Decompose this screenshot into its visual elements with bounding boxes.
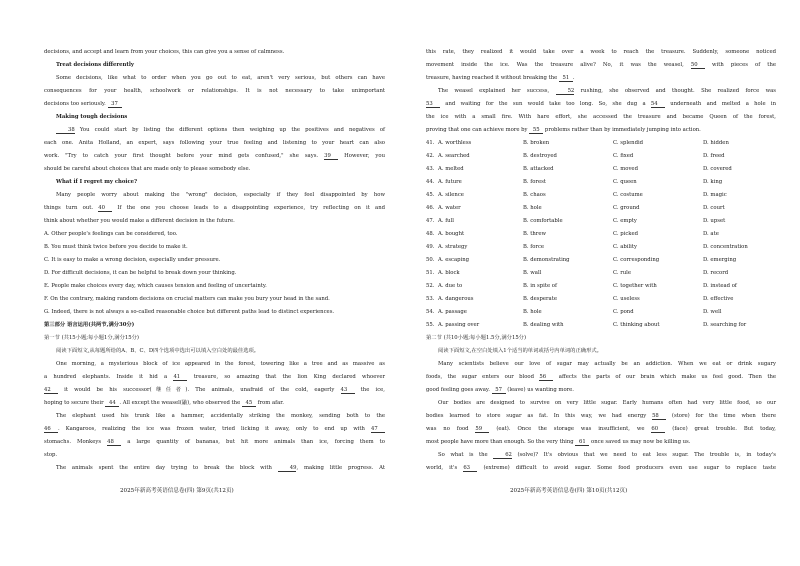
text-line: 第一节 (共15小题;每小题1分,满分15分)	[44, 335, 139, 341]
question-number: 47.	[426, 218, 435, 224]
text-line: 53 and waiting for the sun would take too long. So, she dug a 54 underneath and melted a hole in	[426, 101, 776, 107]
text-line: 阅读下面短文,在空白处填入1个适当的单词或括号内单词的正确形式。	[438, 348, 602, 354]
text-line: C. It is easy to make a wrong decision, especially under pressure.	[44, 257, 221, 263]
option-a: A. passage	[438, 309, 467, 315]
option-a: A. future	[438, 179, 462, 185]
option-d: D. king	[703, 179, 723, 185]
option-a: A. water	[438, 205, 461, 211]
text-line: Many people worry about making the "wrong" decision, especially if they feel disappointed by how	[56, 192, 385, 198]
text-line: D. For difficult decisions, it can be helpful to break down your thinking.	[44, 270, 237, 276]
text-line: stomachs. Monkeys 48 a large quantity of bananas, but hit more animals than ice, forcing them to	[44, 439, 385, 445]
text-line: Some decisions, like what to order when you go out to eat, aren't very serious, but others can have	[56, 75, 385, 81]
option-b: B. broken	[523, 140, 550, 146]
question-number: 42.	[426, 153, 435, 159]
text-line: good feeling goes away. 57 (leave) us wanting more.	[426, 387, 574, 393]
option-d: D. magic	[703, 192, 727, 198]
option-d: D. freed	[703, 153, 725, 159]
answer-blank: 55	[529, 127, 543, 134]
option-b: B. in spite of	[523, 283, 557, 289]
option-b: B. hole	[523, 205, 542, 211]
answer-blank: 49	[278, 465, 297, 472]
option-c: C. corresponding	[613, 257, 660, 263]
option-d: D. court	[703, 205, 725, 211]
option-a: A. melted	[438, 166, 464, 172]
option-d: D. concentration	[703, 244, 748, 250]
text-line: F. On the contrary, making random decisions on crucial matters can make you bury your head in the sand.	[44, 296, 330, 302]
option-a: A. passing over	[438, 322, 480, 328]
option-d: D. effective	[703, 296, 734, 302]
answer-blank: 37	[108, 101, 122, 108]
question-number: 46.	[426, 205, 435, 211]
left-page-footer: 2025年新高考英语信息卷(四) 第9页(共12页)	[120, 488, 234, 494]
option-c: C. pond	[613, 309, 634, 315]
question-number: 54.	[426, 309, 435, 315]
question-number: 41.	[426, 140, 435, 146]
answer-blank: 48	[107, 439, 121, 446]
question-number: 45.	[426, 192, 435, 198]
text-line: hoping to secure their 44 . All except the weasel(鼬), who observed the 45 from afar.	[44, 400, 284, 406]
text-line: was no food 59 (eat). Once the storage was insufficient, we 60 (face) great trouble. But today,	[426, 426, 776, 432]
option-b: B. chaos	[523, 192, 546, 198]
answer-blank: 46	[44, 426, 58, 433]
right-page	[400, 0, 800, 566]
option-b: B. threw	[523, 231, 547, 237]
section-heading: What if I regret my choice?	[56, 179, 138, 185]
answer-blank: 42	[44, 387, 58, 394]
option-d: D. emerging	[703, 257, 737, 263]
option-c: C. useless	[613, 296, 640, 302]
option-b: B. comfortable	[523, 218, 563, 224]
answer-blank: 40	[98, 205, 112, 212]
option-a: A. block	[438, 270, 460, 276]
answer-blank: 62	[493, 452, 512, 459]
answer-blank: 38	[56, 127, 75, 134]
option-b: B. hole	[523, 309, 542, 315]
text-line: 第二节 (共10小题;每小题1.5分,满分15分)	[426, 335, 527, 341]
option-a: A. full	[438, 218, 454, 224]
answer-blank: 54	[651, 101, 665, 108]
text-line: each one. Anita Holland, an expert, says following your true feeling and listening to your heart can also	[44, 140, 385, 146]
text-line: G. Indeed, there is not always a so-called reasonable choice but different paths lead to distinct experiences.	[44, 309, 335, 315]
option-c: C. together with	[613, 283, 657, 289]
option-d: D. record	[703, 270, 729, 276]
question-number: 51.	[426, 270, 435, 276]
answer-blank: 39	[324, 153, 338, 160]
option-c: C. empty	[613, 218, 637, 224]
section-heading: Making tough decisions	[56, 114, 128, 120]
answer-blank: 51	[559, 75, 573, 82]
text-line: stop.	[44, 452, 58, 458]
option-c: C. ground	[613, 205, 640, 211]
option-a: A. strategy	[438, 244, 468, 250]
text-line: the ice with a small fire. With hare effort, she accessed the treasure and became Queen of the forest,	[426, 114, 776, 120]
text-line: One morning, a mysterious block of ice appeared in the forest, towering like a tree and as massive as	[56, 361, 385, 367]
answer-blank: 61	[575, 439, 589, 446]
question-number: 44.	[426, 179, 435, 185]
option-c: C. rule	[613, 270, 632, 276]
option-c: C. queen	[613, 179, 637, 185]
option-a: A. bought	[438, 231, 465, 237]
question-number: 53.	[426, 296, 435, 302]
option-b: B. destroyed	[523, 153, 557, 159]
option-a: A. dangerous	[438, 296, 474, 302]
text-line: consequences for your health, schoolwork or relationships. It is not necessary to take unimportant	[44, 88, 385, 94]
text-line: B. You must think twice before you decide to make it.	[44, 244, 188, 250]
answer-blank: 41	[173, 374, 187, 381]
option-d: D. upset	[703, 218, 726, 224]
text-line: Our bodies are designed to survive on very little sugar. Early humans often had very little food, so our	[438, 400, 776, 406]
answer-blank: 56	[539, 374, 553, 381]
text-line: things turn out. 40 If the one you choose leads to a disappointing experience, try reflecting on it and	[44, 205, 385, 211]
text-line: E. People make choices every day, which causes tension and feeling of uncertainty.	[44, 283, 267, 289]
answer-blank: 53	[426, 101, 440, 108]
text-line: treasure, having reached it without breaking the 51 .	[426, 75, 575, 81]
section-heading: Treat decisions differently	[56, 62, 134, 68]
option-b: B. force	[523, 244, 545, 250]
text-line: proving that one can achieve more by 55 problems rather than by immediately jumping into action.	[426, 127, 701, 133]
option-b: B. desperate	[523, 296, 557, 302]
answer-blank: 59	[475, 426, 489, 433]
option-d: D. ate	[703, 231, 719, 237]
text-line: foods, the sugar enters our blood 56 affects the parts of our brain which make us feel good. Then the	[426, 374, 777, 380]
text-line: world, it's 63 (extreme) difficult to avoid sugar. Some food producers even use sugar to replace taste	[426, 465, 777, 471]
option-b: B. attacked	[523, 166, 554, 172]
answer-blank: 58	[652, 413, 666, 420]
answer-blank: 57	[492, 387, 506, 394]
option-c: C. moved	[613, 166, 638, 172]
answer-blank: 45	[242, 400, 256, 407]
answer-blank: 43	[341, 387, 355, 394]
text-line: this rate, they realized it would take over a week to reach the treasure. Suddenly, someone noticed	[426, 49, 776, 55]
answer-blank: 63	[463, 465, 477, 472]
option-d: D. well	[703, 309, 722, 315]
option-a: A. escaping	[438, 257, 470, 263]
option-c: C. costume	[613, 192, 643, 198]
option-c: C. thinking about	[613, 322, 660, 328]
option-b: B. forest	[523, 179, 546, 185]
text-line: So what is the 62 (solve)? It's obvious that we need to eat less sugar. The trouble is, in today's	[438, 452, 776, 458]
option-b: B. wall	[523, 270, 542, 276]
text-line: 阅读下面短文,从每题所给的A、B、C、D四个选项中选出可以填入空白处的最佳选项。	[56, 348, 260, 354]
option-c: C. ability	[613, 244, 637, 250]
question-number: 50.	[426, 257, 435, 263]
question-number: 48.	[426, 231, 435, 237]
answer-blank: 60	[651, 426, 665, 433]
question-number: 55.	[426, 322, 435, 328]
text-line: 42 it would be his successor(继任者). The animals, unafraid of the cold, eagerly 43 the ice,	[44, 387, 385, 393]
question-number: 52.	[426, 283, 435, 289]
option-a: A. searched	[438, 153, 470, 159]
text-line: 38 You could start by listing the different options then weighing up the positives and negatives of	[44, 127, 385, 134]
question-number: 49.	[426, 244, 435, 250]
text-line: decisions too seriously. 37	[44, 101, 122, 108]
text-line: a hundred elephants. Inside it hid a 41 treasure, so amazing that the lion King declared whoever	[44, 374, 385, 380]
option-c: C. splendid	[613, 140, 644, 146]
text-line: Many scientists believe our love of sugar may actually be an addiction. When we eat or drink sugary	[438, 361, 776, 367]
option-d: D. covered	[703, 166, 732, 172]
option-c: C. fixed	[613, 153, 634, 159]
text-line: bodies learned to store sugar as fat. In this way, we had energy 58 (store) for the time when there	[426, 413, 777, 419]
answer-blank: 50	[691, 62, 705, 69]
text-line: movement inside the ice. Was the treasure alive? No, it was the weasel, 50 with pieces of the	[426, 62, 776, 68]
option-d: D. hidden	[703, 140, 729, 146]
text-line: work. "Try to catch your first thought before your mind gets confused," she says. 39 However, you	[44, 153, 386, 159]
option-c: C. picked	[613, 231, 639, 237]
text-line: 第三部分 语言运用(共两节,满分30分)	[44, 322, 135, 328]
text-line: The weasel explained her success, 52 rushing, she observed and thought. She realized force was	[438, 88, 777, 94]
text-line: think about whether you would make a different decision in the future.	[44, 218, 235, 224]
option-a: A. worthless	[438, 140, 472, 146]
right-page-footer: 2025年新高考英语信息卷(四) 第10页(共12页)	[510, 488, 628, 494]
option-a: A. silence	[438, 192, 464, 198]
question-number: 43.	[426, 166, 435, 172]
option-b: B. dealing with	[523, 322, 564, 328]
text-line: The animals spent the entire day trying to break the block with 49, making little progress. At	[56, 465, 385, 471]
answer-blank: 44	[105, 400, 119, 407]
answer-blank: 52	[556, 88, 575, 95]
text-line: most people have more than enough. So the very thing 61 once saved us may now be killing us.	[426, 439, 691, 445]
option-b: B. demonstrating	[523, 257, 570, 263]
text-line: decisions, and accept and learn from your choices, this can give you a sense of calmness.	[44, 49, 285, 55]
text-line: The elephant used his trunk like a hammer, accidentally striking the monkey, sending both to the	[56, 413, 385, 419]
option-a: A. due to	[438, 283, 463, 289]
option-d: D. instead of	[703, 283, 737, 289]
answer-blank: 47	[371, 426, 385, 433]
text-line: should be careful about choices that are made only to please somebody else.	[44, 166, 251, 172]
text-line: A. Other people's feelings can be considered, too.	[44, 231, 178, 237]
text-line: 46 . Kangaroos, realizing the ice was frozen water, tried licking it away, only to end up with 47	[44, 426, 385, 433]
option-d: D. searching for	[703, 322, 747, 328]
